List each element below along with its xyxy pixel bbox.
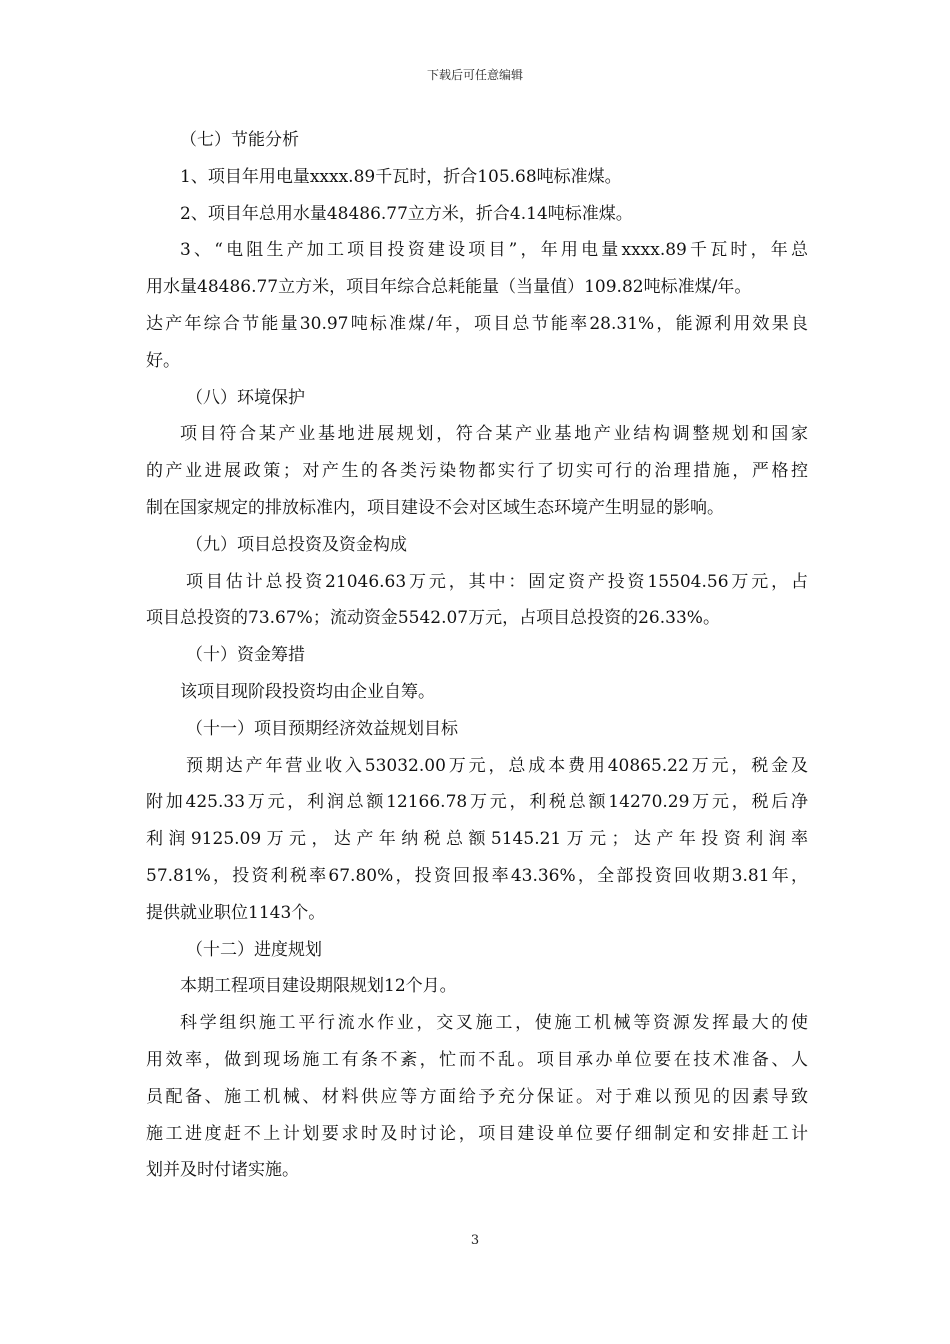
- text-line: （十一）项目预期经济效益规划目标: [186, 718, 458, 739]
- text-line: 该项目现阶段投资均由企业自筹。: [180, 681, 435, 702]
- text-line: 项目估计总投资21046.63万元，其中：固定资产投资15504.56万元，占: [186, 571, 808, 592]
- text-line: 提供就业职位1143个。: [146, 902, 326, 923]
- text-line: 本期工程项目建设期限规划12个月。: [180, 976, 457, 997]
- text-line: （十二）进度规划: [186, 939, 322, 960]
- text-line: 2、项目年总用水量48486.77立方米，折合4.14吨标准煤。: [180, 203, 633, 224]
- page-header-note: 下载后可任意编辑: [426, 68, 523, 82]
- text-line: 用水量48486.77立方米，项目年综合总耗能量（当量值）109.82吨标准煤/年。: [146, 277, 752, 298]
- text-line: 1、项目年用电量xxxx.89千瓦时，折合105.68吨标准煤。: [180, 166, 622, 187]
- text-line: 利润9125.09万元，达产年纳税总额5145.21万元；达产年投资利润率: [146, 829, 808, 850]
- text-line: （八）环境保护: [186, 387, 305, 408]
- text-line: （十）资金筹措: [186, 645, 305, 666]
- text-line: 项目符合某产业基地进展规划，符合某产业基地产业结构调整规划和国家: [180, 424, 808, 445]
- text-line: 57.81%，投资利税率67.80%，投资回报率43.36%，全部投资回收期3.81年，: [146, 865, 808, 886]
- text-line: 科学组织施工平行流水作业，交叉施工，使施工机械等资源发挥最大的使: [180, 1013, 808, 1034]
- text-line: 制在国家规定的排放标准内，项目建设不会对区域生态环境产生明显的影响。: [146, 497, 724, 518]
- text-line: 施工进度赶不上计划要求时及时讨论，项目建设单位要仔细制定和安排赶工计: [146, 1123, 808, 1144]
- text-line: 划并及时付诸实施。: [146, 1160, 299, 1181]
- text-line: 附加425.33万元，利润总额12166.78万元，利税总额14270.29万元，税后净: [146, 792, 808, 813]
- text-line: 项目总投资的73.67%；流动资金5542.07万元，占项目总投资的26.33%。: [146, 608, 720, 629]
- text-line: 员配备、施工机械、材料供应等方面给予充分保证。对于难以预见的因素导致: [146, 1086, 808, 1107]
- page-number: 3: [470, 1233, 480, 1248]
- text-line: 用效率，做到现场施工有条不紊，忙而不乱。项目承办单位要在技术准备、人: [146, 1049, 808, 1070]
- text-line: 达产年综合节能量30.97吨标准煤/年，项目总节能率28.31%，能源利用效果良: [146, 313, 808, 334]
- text-line: （九）项目总投资及资金构成: [186, 534, 407, 555]
- document-body: [146, 122, 808, 1189]
- text-line: 3、“电阻生产加工项目投资建设项目”，年用电量xxxx.89千瓦时，年总: [180, 240, 808, 261]
- text-line: 的产业进展政策；对产生的各类污染物都实行了切实可行的治理措施，严格控: [146, 461, 808, 482]
- text-line: 预期达产年营业收入53032.00万元，总成本费用40865.22万元，税金及: [186, 755, 808, 776]
- text-line: 好。: [146, 350, 180, 371]
- text-line: （七）节能分析: [180, 130, 299, 150]
